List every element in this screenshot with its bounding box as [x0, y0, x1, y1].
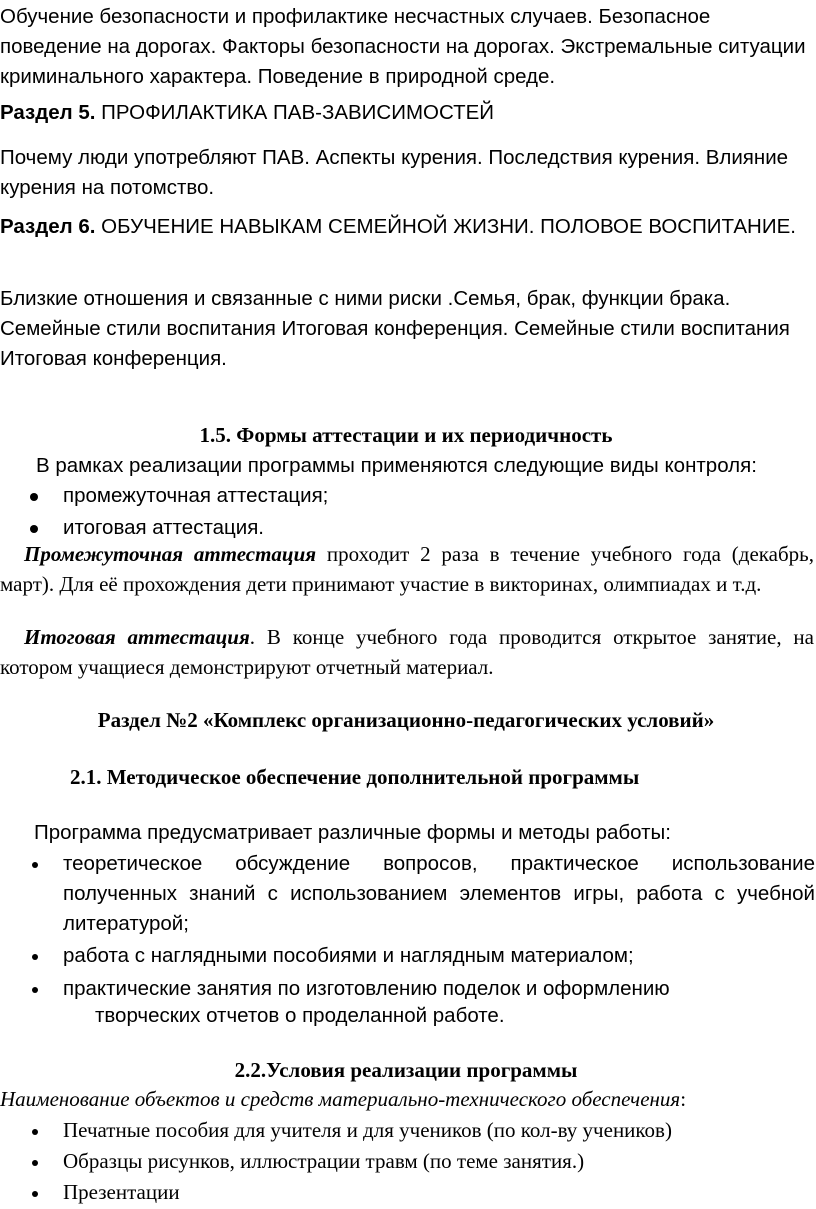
methodical-item-3: практические занятия по изготовлению поделок и оформлению	[63, 977, 670, 1000]
bullet-icon	[32, 1191, 38, 1197]
list-item	[0, 941, 816, 974]
final-term: Итоговая аттестация	[24, 625, 250, 649]
conditions-item-2: Образцы рисунков, иллюстрации травм (по теме занятия.)	[63, 1149, 585, 1173]
bullet-icon	[32, 1160, 38, 1166]
methodical-intro: Программа предусматривает различные формы и методы работы:	[34, 821, 671, 844]
section-5-label: Раздел 5.	[0, 101, 96, 124]
section-6-heading	[0, 212, 812, 242]
bullet-icon	[32, 987, 38, 993]
bullet-icon	[30, 493, 38, 501]
final-attestation-paragraph	[0, 622, 814, 682]
methodical-continuation: творческих отчетов о проделанной работе.	[95, 1004, 505, 1027]
list-item	[0, 1115, 816, 1146]
interim-attestation-paragraph	[0, 539, 814, 599]
section-6-text: Близкие отношения и связанные с ними риски .Семья, брак, функции брака. Семейные стили воспитания Итоговая конференция. Семейные стили воспитания Итоговая конференция.	[0, 287, 790, 370]
intro-paragraph: Обучение безопасности и профилактике несчастных случаев. Безопасное поведение на дорогах. Факторы безопасности на дорогах. Экстремальные ситуации криминального характера. Поведение в природной среде.	[0, 5, 806, 88]
conditions-item-1: Печатные пособия для учителя и для учеников (по кол-ву учеников)	[63, 1118, 672, 1142]
bullet-icon	[32, 862, 38, 868]
list-item	[0, 849, 816, 941]
section-5-heading	[0, 98, 812, 128]
methodical-list	[0, 849, 816, 1004]
bullet-icon	[30, 525, 38, 533]
attestation-item-2: итоговая аттестация.	[63, 516, 264, 539]
list-item	[0, 481, 816, 513]
list-item	[0, 1177, 816, 1208]
conditions-list	[0, 1115, 816, 1208]
section-5-title: ПРОФИЛАКТИКА ПАВ-ЗАВИСИМОСТЕЙ	[95, 101, 495, 124]
section-2-heading: Раздел №2 «Комплекс организационно-педагогических условий»	[97, 708, 715, 732]
section-6-title: ОБУЧЕНИЕ НАВЫКАМ СЕМЕЙНОЙ ЖИЗНИ. ПОЛОВОЕ ВОСПИТАНИЕ.	[95, 215, 796, 238]
conditions-subheading-text: Наименование объектов и средств материально-технического обеспечения	[0, 1087, 681, 1111]
attestation-intro: В рамках реализации программы применяются следующие виды контроля:	[36, 454, 757, 477]
section-6-label: Раздел 6.	[0, 215, 96, 238]
conditions-item-3: Презентации	[63, 1180, 180, 1204]
interim-term: Промежуточная аттестация	[24, 542, 317, 566]
list-item	[0, 974, 816, 1004]
attestation-heading: 1.5. Формы аттестации и их периодичность	[199, 423, 613, 447]
methodical-item-2: работа с наглядными пособиями и наглядным материалом;	[63, 944, 634, 967]
conditions-heading: 2.2.Условия реализации программы	[234, 1058, 578, 1082]
conditions-subheading	[0, 1084, 812, 1114]
final-text: . В конце учебного года проводится открытое занятие, на котором учащиеся демонстрируют отчетный материал.	[0, 625, 814, 679]
attestation-list	[0, 481, 816, 545]
attestation-item-1: промежуточная аттестация;	[63, 484, 329, 507]
conditions-subheading-colon: :	[680, 1087, 687, 1111]
methodical-heading: 2.1. Методическое обеспечение дополнительной программы	[70, 765, 640, 789]
bullet-icon	[32, 954, 38, 960]
bullet-icon	[32, 1129, 38, 1135]
list-item	[0, 1146, 816, 1177]
methodical-item-1: теоретическое обсуждение вопросов, практическое использование полученных знаний с использованием элементов игры, работа с учебной литературой;	[63, 852, 815, 935]
interim-text: проходит 2 раза в течение учебного года (декабрь, март). Для её прохождения дети принимают участие в викторинах, олимпиадах и т.д.	[0, 542, 814, 596]
section-5-text: Почему люди употребляют ПАВ. Аспекты курения. Последствия курения. Влияние курения на потомство.	[0, 146, 789, 199]
